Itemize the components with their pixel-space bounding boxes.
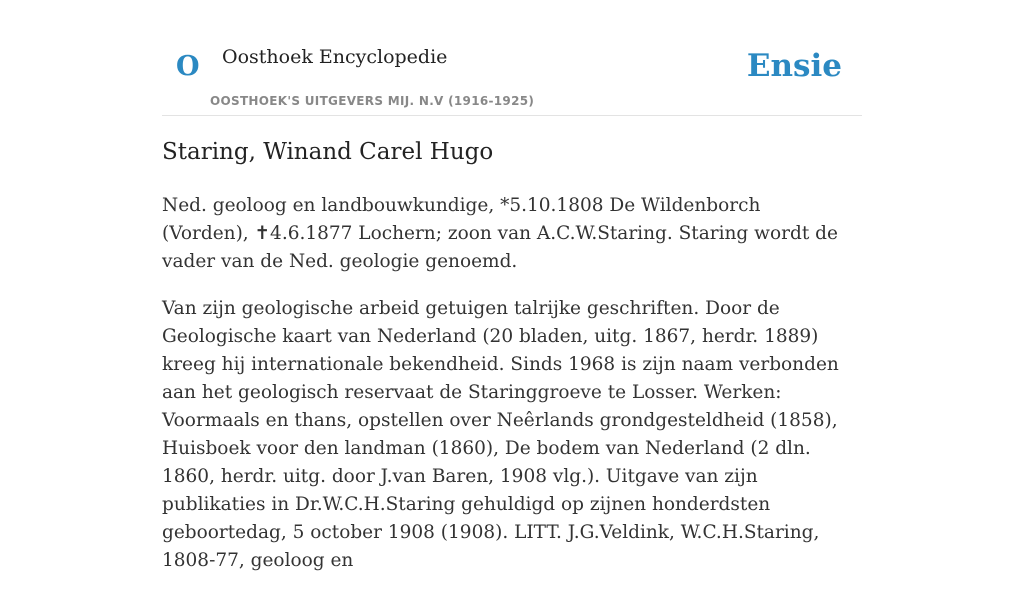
article-title: Staring, Winand Carel Hugo (162, 139, 494, 165)
article-paragraph: Ned. geoloog en landbouwkundige, *5.10.1808 De Wildenborch (Vorden), ✝4.6.1877 Lochern; zoon van A.C.W.Staring. Staring wordt de vader van de Ned. geologie genoemd. (162, 195, 838, 272)
source-logo[interactable]: O (176, 51, 200, 82)
source-header (162, 36, 862, 116)
source-title[interactable]: Oosthoek Encyclopedie (222, 46, 448, 68)
article-body (162, 192, 852, 594)
source-subtitle: OOSTHOEK'S UITGEVERS MIJ. N.V (1916-1925) (210, 94, 535, 108)
ensie-logo-link[interactable]: Ensie (746, 48, 842, 84)
article-paragraph: Van zijn geologische arbeid getuigen talrijke geschriften. Door de Geologische kaart van Nederland (20 bladen, uitg. 1867, herdr. 1889) kreeg hij internationale bekendheid. Sinds 1968 is zijn naam verbonden aan het geologisch reservaat de Staringgroeve te Losser. Werken: Voormaals en thans, opstellen over Neêrlands grondgesteldheid (1858), Huisboek voor den landman (1860), De bodem van Nederland (2 dln. 1860, herdr. uitg. door J.van Baren, 1908 vlg.). Uitgave van zijn publikaties in Dr.W.C.H.Staring gehuldigd op zijnen honderdsten geboortedag, 5 october 1908 (1908). LITT. J.G.Veldink, W.C.H.Staring, 1808-77, geoloog en (162, 298, 839, 571)
